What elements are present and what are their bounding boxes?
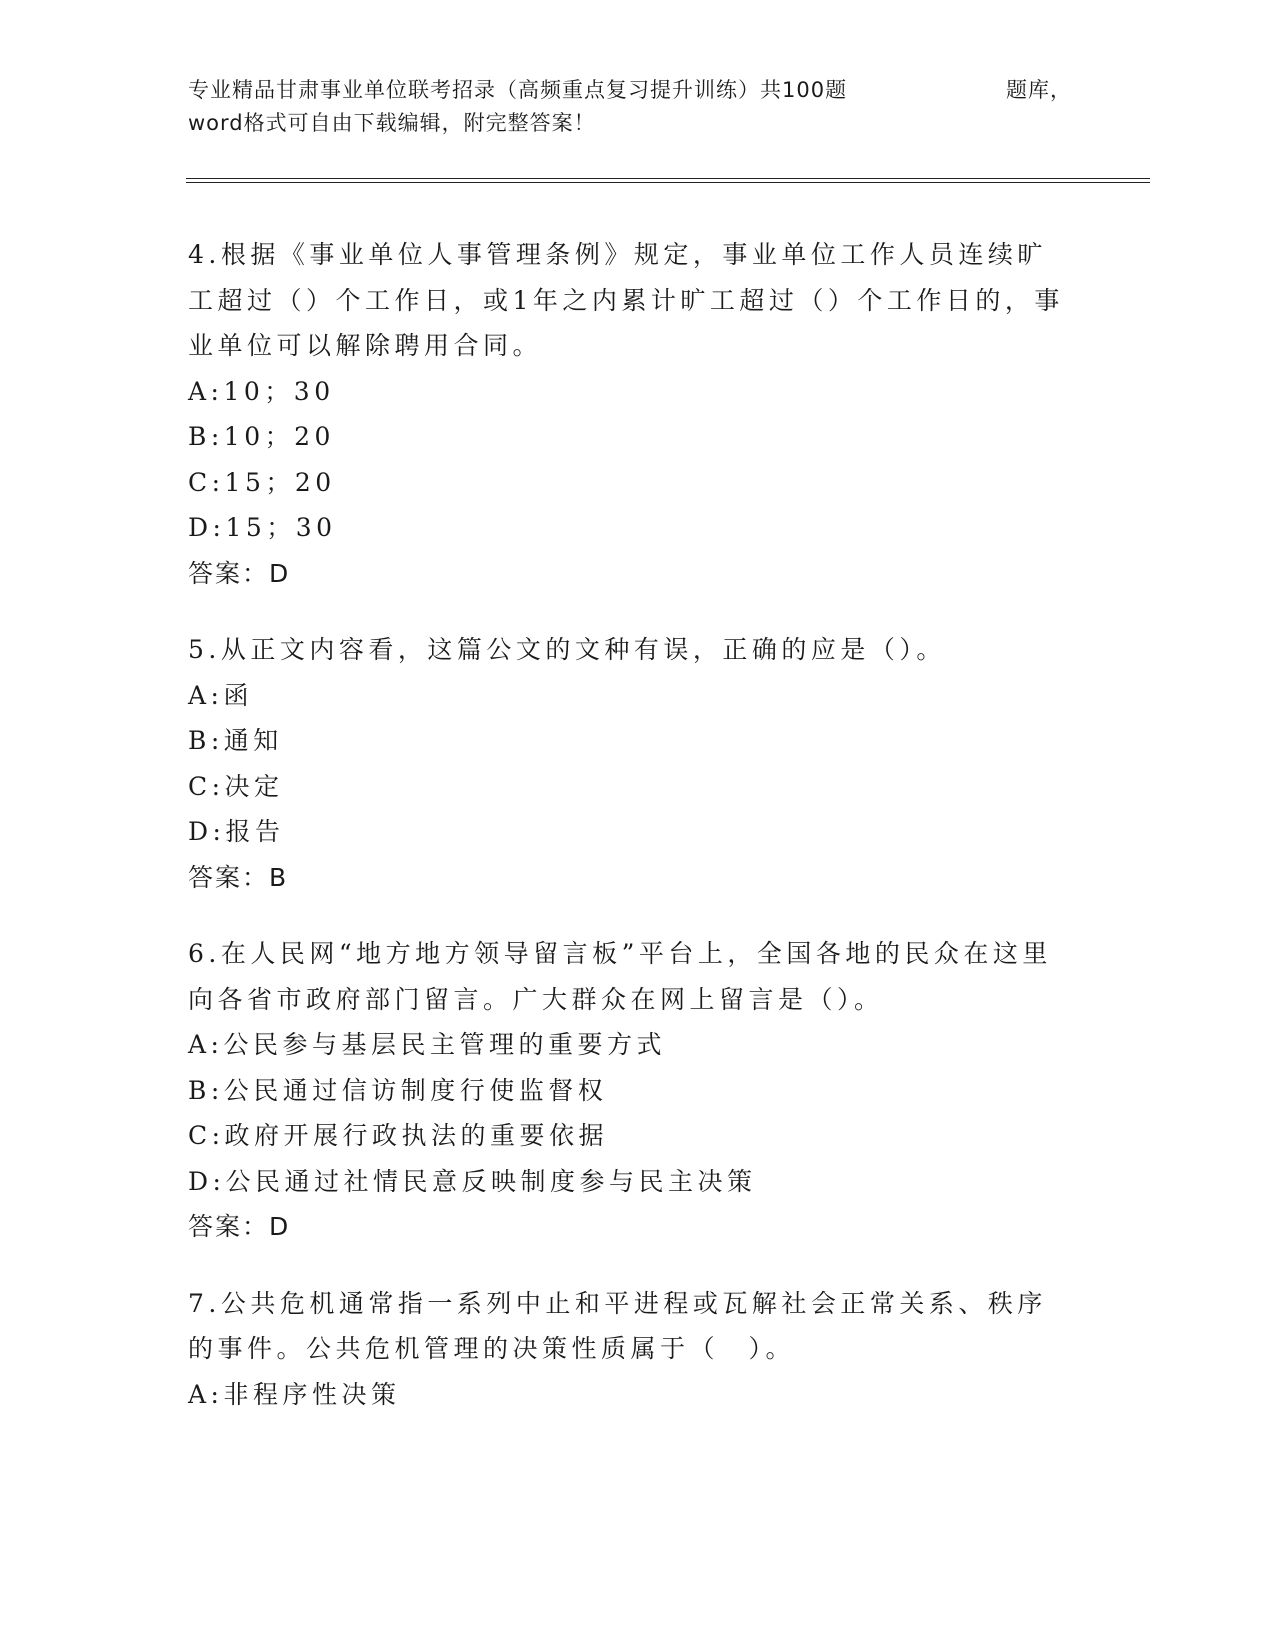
- question-block: [188, 1281, 1068, 1418]
- option-b: B:公民通过信访制度行使监督权: [188, 1075, 608, 1105]
- option-b: B:10；20: [188, 422, 335, 451]
- option-a: A:非程序性决策: [188, 1379, 401, 1409]
- question-block: [188, 627, 1068, 900]
- option-d: D:15；30: [188, 513, 337, 542]
- answer-line: 答案：B: [188, 862, 289, 892]
- option-c: C:决定: [188, 771, 284, 801]
- option-c: C:政府开展行政执法的重要依据: [188, 1121, 609, 1150]
- document-header: [188, 74, 1088, 140]
- answer-line: 答案：D: [188, 1212, 291, 1241]
- header-divider-bottom: [186, 182, 1150, 183]
- question-block: [188, 931, 1068, 1250]
- question-text: 6.在人民网“地方地方领导留言板”平台上，全国各地的民众在这里向各省市政府部门留言。广大群众在网上留言是（）。: [188, 939, 1052, 1014]
- question-block: [188, 232, 1068, 596]
- option-b: B:通知: [188, 726, 283, 755]
- header-divider-top: [186, 178, 1150, 179]
- header-subtitle: word格式可自由下载编辑，附完整答案！: [188, 111, 596, 135]
- header-title: 专业精品甘肃事业单位联考招录（高频重点复习提升训练）共100题: [188, 78, 848, 102]
- option-a: A:函: [188, 680, 253, 710]
- question-text: 7.公共危机通常指一系列中止和平进程或瓦解社会正常关系、秩序的事件。公共危机管理的决策性质属于（ ）。: [188, 1288, 1047, 1363]
- option-d: D:公民通过社情民意反映制度参与民主决策: [188, 1166, 757, 1196]
- question-text: 4.根据《事业单位人事管理条例》规定，事业单位工作人员连续旷工超过（）个工作日，或1年之内累计旷工超过（）个工作日的，事业单位可以解除聘用合同。: [188, 240, 1064, 360]
- answer-line: 答案：D: [188, 558, 291, 588]
- option-d: D:报告: [188, 817, 285, 846]
- question-text: 5.从正文内容看，这篇公文的文种有误，正确的应是（）。: [188, 635, 946, 664]
- option-c: C:15；20: [188, 467, 336, 497]
- header-title-tail: 题库，: [1006, 78, 1072, 102]
- option-a: A:10；30: [188, 376, 335, 406]
- option-a: A:公民参与基层民主管理的重要方式: [188, 1030, 666, 1059]
- question-list: [188, 232, 1068, 1448]
